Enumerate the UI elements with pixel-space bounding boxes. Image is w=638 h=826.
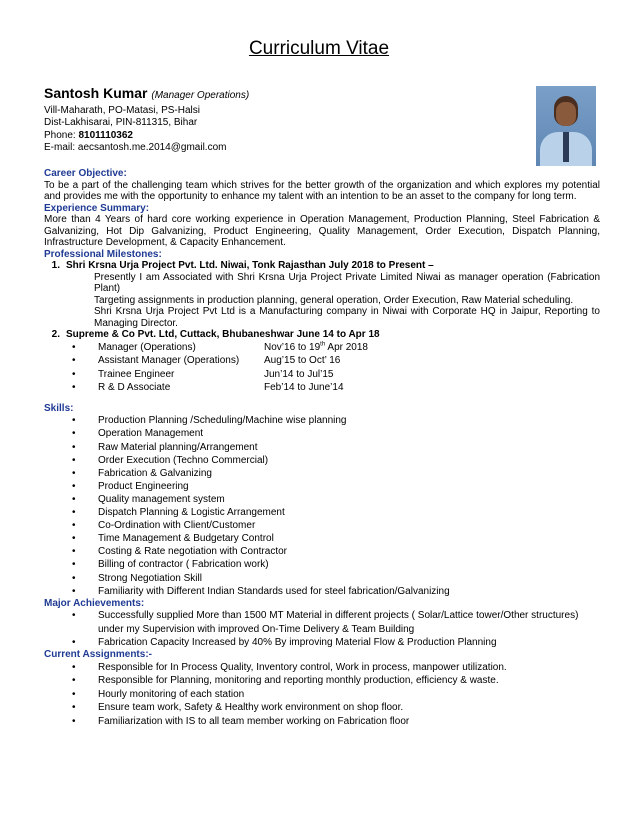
bullet-icon: • (72, 480, 76, 492)
milestone-1 (44, 260, 600, 272)
bullet-icon: • (72, 467, 76, 479)
position-list (44, 341, 600, 395)
milestone-2-number: 2. (51, 329, 60, 340)
phone-number: 8101110362 (78, 129, 133, 141)
current-assignments-heading: Current Assignments:- (44, 649, 152, 661)
milestone-2 (44, 329, 600, 341)
skill-item (72, 558, 600, 571)
milestone-1-para-1: Presently I am Associated with Shri Krsna Urja Project Private Limited Niwai as manager operation (Fabrication Plant) (94, 271, 600, 294)
skills-heading: Skills: (44, 402, 74, 414)
phone-label: Phone: (44, 129, 79, 141)
position-period-suffix: th (320, 341, 326, 348)
bullet-icon: • (72, 428, 76, 440)
achievement-item-text: Successfully supplied More than 1500 MT Material in different projects ( Solar/Lattice tower/Other structures) under my Supervision with improved On-Time Delivery & Team Building (98, 610, 579, 635)
skills-list (44, 414, 600, 597)
candidate-name-line (44, 85, 249, 101)
candidate-name: Santosh Kumar (44, 85, 148, 101)
photo-face (556, 102, 576, 126)
skill-item (72, 585, 600, 598)
email-label: E-mail: (44, 141, 78, 153)
major-achievements-heading: Major Achievements: (44, 597, 145, 609)
assignment-item (72, 715, 600, 728)
position-role: Trainee Engineer (98, 368, 175, 380)
bullet-icon: • (72, 559, 76, 571)
achievement-item (72, 636, 600, 649)
assignment-item-text: Responsible for In Process Quality, Inventory control, Work in process, manpower utilization. (98, 661, 507, 673)
achievement-item-text: Fabrication Capacity Increased by 40% By improving Material Flow & Production Planning (98, 637, 497, 648)
bullet-icon: • (72, 533, 76, 545)
address-line-1: Vill-Maharath, PO-Matasi, PS-Halsi (44, 105, 200, 116)
assignment-item-text: Ensure team work, Safety & Healthy work environment on shop floor. (98, 702, 404, 714)
bullet-icon: • (72, 661, 76, 673)
assignment-item (72, 701, 600, 714)
bullet-icon: • (72, 572, 76, 584)
position-period-start: Nov’16 to 19 (264, 341, 321, 353)
resume-content (44, 168, 600, 728)
bullet-icon: • (72, 675, 76, 687)
email-address: aecsantosh.me.2014@gmail.com (77, 141, 227, 153)
position-item (72, 368, 600, 382)
contact-block (44, 105, 226, 154)
milestone-2-title: Supreme & Co Pvt. Ltd, Cuttack, Bhubaneshwar June 14 to Apr 18 (66, 329, 380, 340)
skill-item (72, 427, 600, 440)
candidate-role: (Manager Operations) (151, 90, 250, 101)
experience-summary-text: More than 4 Years of hard core working experience in Operation Management, Production Planning, Steel Fabrication & Galvanizing, Hot Dip Galvanizing, Product Engineering, Quality Management, Order Execution, Dispatch Planning, Infrastructure Development, & Capacity Enhancement. (44, 214, 600, 248)
milestone-1-para-2: Targeting assignments in production planning, general operation, Order Execution, Raw Material scheduling. (94, 294, 574, 306)
milestone-1-number: 1. (51, 260, 60, 271)
position-period-start: Feb’14 to June’14 (264, 382, 344, 394)
skill-item (72, 506, 600, 519)
career-objective-text: To be a part of the challenging team which strives for the better growth of the organization and which explores my potential and provides me with the opportunity to enhance my talent with an intention to be an asset to the company for long term. (44, 179, 600, 202)
bullet-icon: • (72, 520, 76, 532)
email-line (44, 142, 226, 154)
skill-item-text: Strong Negotiation Skill (98, 572, 202, 584)
assignment-item-text: Hourly monitoring of each station (98, 688, 245, 700)
skill-item-text: Billing of contractor ( Fabrication work) (98, 559, 269, 571)
bullet-icon: • (72, 454, 76, 466)
position-item (72, 341, 600, 355)
skill-item (72, 532, 600, 545)
bullet-icon: • (72, 546, 76, 558)
skill-item (72, 441, 600, 454)
document-title: Curriculum Vitae (248, 38, 390, 59)
position-role: Manager (Operations) (98, 341, 196, 353)
skill-item-text: Fabrication & Galvanizing (98, 467, 212, 479)
skill-item-text: Time Management & Budgetary Control (98, 533, 274, 545)
bullet-icon: • (72, 441, 76, 453)
bullet-icon: • (72, 637, 76, 648)
skill-item-text: Dispatch Planning & Logistic Arrangement (98, 507, 285, 519)
skill-item-text: Production Planning /Scheduling/Machine wise planning (98, 415, 347, 427)
bullet-icon: • (72, 585, 76, 597)
skill-item (72, 572, 600, 585)
position-role: Assistant Manager (Operations) (98, 355, 240, 367)
position-period-end: Apr 2018 (325, 341, 368, 353)
milestone-1-title: Shri Krsna Urja Project Pvt. Ltd. Niwai, Tonk Rajasthan July 2018 to Present – (66, 260, 434, 271)
skill-item-text: Raw Material planning/Arrangement (98, 441, 258, 453)
profile-photo (536, 86, 596, 166)
position-period (264, 368, 334, 382)
bullet-icon: • (72, 493, 76, 505)
skill-item-text: Quality management system (98, 493, 225, 505)
assignment-item (72, 688, 600, 701)
assignment-item (72, 661, 600, 674)
skill-item-text: Operation Management (98, 428, 204, 440)
position-role: R & D Associate (98, 382, 171, 394)
achievement-item (72, 609, 600, 636)
skill-item-text: Order Execution (Techno Commercial) (98, 454, 269, 466)
skill-item-text: Familiarity with Different Indian Standards used for steel fabrication/Galvanizing (98, 585, 450, 597)
career-objective-heading: Career Objective: (44, 168, 127, 179)
bullet-icon: • (72, 610, 76, 622)
skill-item (72, 519, 600, 532)
assignment-item (72, 674, 600, 687)
address-line-2: Dist-Lakhisarai, PIN-811315, Bihar (44, 117, 198, 129)
assignment-item-text: Responsible for Planning, monitoring and reporting monthly production, efficiency & waste. (98, 675, 499, 687)
bullet-icon: • (72, 415, 76, 427)
assignment-item-text: Familiarization with IS to all team member working on Fabrication floor (98, 715, 410, 727)
bullet-icon: • (72, 715, 76, 727)
skill-item-text: Costing & Rate negotiation with Contractor (98, 546, 287, 558)
skill-item (72, 467, 600, 480)
bullet-icon: • (72, 382, 76, 394)
skill-item (72, 545, 600, 558)
professional-milestones-heading: Professional Milestones: (44, 248, 162, 260)
skill-item-text: Product Engineering (98, 480, 189, 492)
bullet-icon: • (72, 688, 76, 700)
milestone-1-para-3: Shri Krsna Urja Project Pvt Ltd is a Manufacturing company in Niwai with Corporate HQ in Jaipur, Reporting to Managing Director. (94, 306, 600, 329)
photo-tie (563, 132, 569, 162)
bullet-icon: • (72, 702, 76, 714)
bullet-icon: • (72, 341, 76, 353)
position-period-start: Aug’15 to Oct’ 16 (264, 355, 341, 367)
bullet-icon: • (72, 355, 76, 367)
current-assignments-list (44, 661, 600, 728)
position-period (264, 354, 340, 368)
skill-item (72, 414, 600, 427)
position-period (264, 341, 368, 355)
skill-item (72, 480, 600, 493)
position-period (264, 381, 344, 395)
achievements-list (44, 609, 600, 649)
skill-item-text: Co-Ordination with Client/Customer (98, 520, 256, 532)
bullet-icon: • (72, 368, 76, 380)
skill-item (72, 454, 600, 467)
position-item (72, 354, 600, 368)
position-item (72, 381, 600, 395)
skill-item (72, 493, 600, 506)
experience-summary-heading: Experience Summary: (44, 202, 150, 214)
bullet-icon: • (72, 507, 76, 519)
position-period-start: Jun’14 to Jul’15 (264, 368, 334, 380)
phone-line (44, 130, 226, 142)
